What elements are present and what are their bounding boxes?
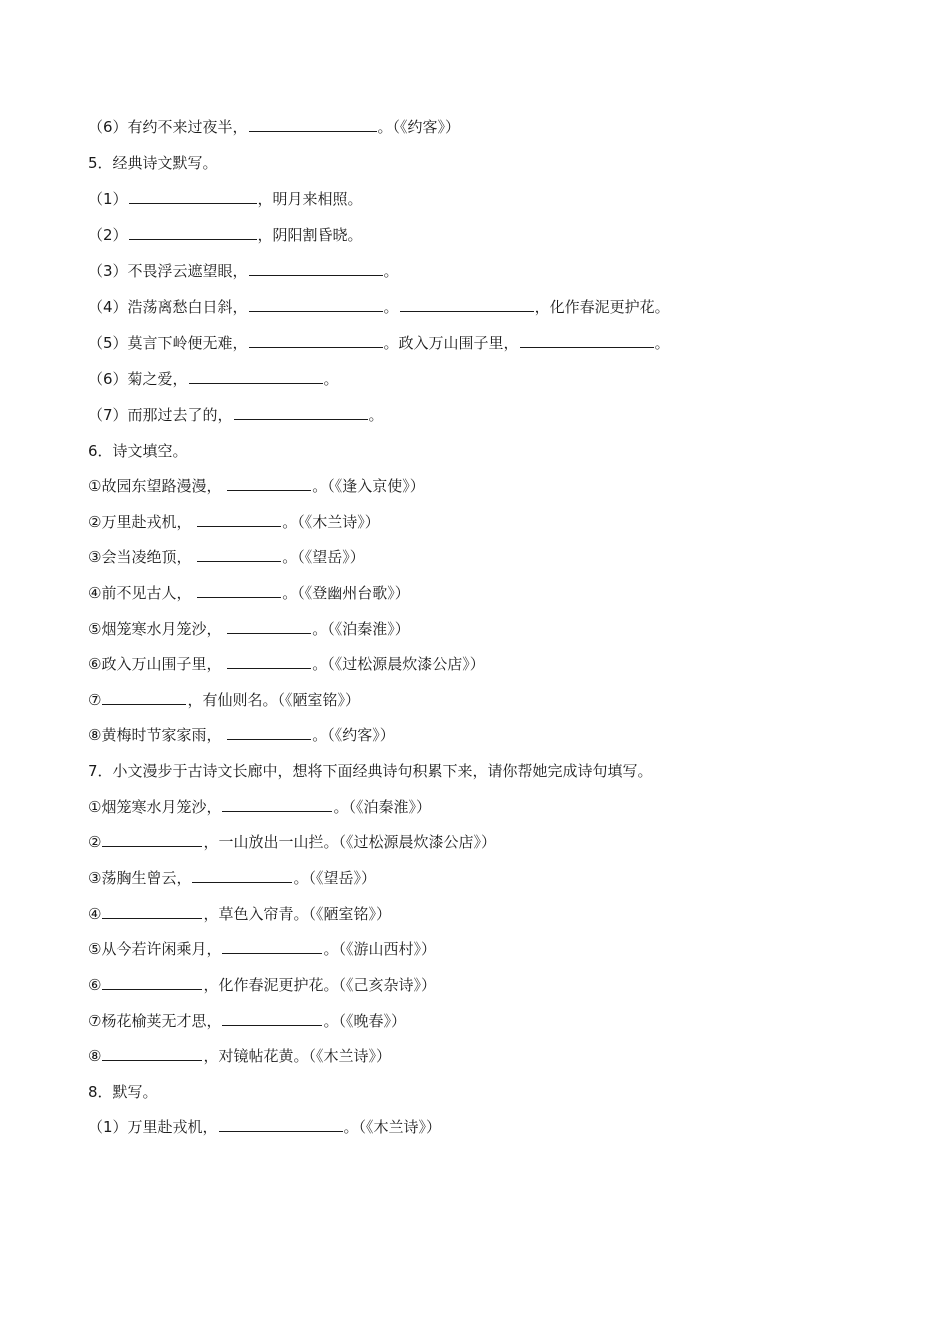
item-text: （3）不畏浮云遮望眼， bbox=[88, 262, 248, 280]
item-text: ①烟笼寒水月笼沙， bbox=[88, 798, 222, 816]
item-text: 。 bbox=[323, 370, 339, 388]
answer-blank[interactable] bbox=[222, 937, 322, 954]
q6-item-8 bbox=[88, 723, 395, 747]
item-text: （6）菊之爱， bbox=[88, 370, 188, 388]
q4-item-6 bbox=[88, 115, 460, 139]
answer-blank[interactable] bbox=[227, 723, 311, 740]
item-text: 。（《晚春》） bbox=[323, 1012, 406, 1030]
question-6-title: 6．诗文填空。 bbox=[88, 442, 188, 460]
item-text: （2） bbox=[88, 226, 128, 244]
answer-blank[interactable] bbox=[129, 223, 257, 240]
answer-blank[interactable] bbox=[219, 1115, 343, 1132]
answer-blank[interactable] bbox=[197, 545, 281, 562]
item-text: ⑥ bbox=[88, 976, 102, 994]
item-text: 。（《逢入京使》） bbox=[312, 477, 425, 495]
item-text: ⑧黄梅时节家家雨， bbox=[88, 726, 222, 744]
item-text: ⑤烟笼寒水月笼沙， bbox=[88, 620, 222, 638]
answer-blank[interactable] bbox=[192, 866, 292, 883]
answer-blank[interactable] bbox=[102, 973, 202, 990]
answer-blank[interactable] bbox=[227, 474, 311, 491]
item-text: 。（《木兰诗》） bbox=[343, 1118, 442, 1136]
q7-item-4 bbox=[88, 902, 391, 926]
answer-blank[interactable] bbox=[197, 510, 281, 527]
item-text: ⑤从今若许闲乘月， bbox=[88, 940, 222, 958]
item-text: ④前不见古人， bbox=[88, 584, 192, 602]
item-text: ①故园东望路漫漫， bbox=[88, 477, 222, 495]
item-text: （1） bbox=[88, 190, 128, 208]
q5-item-5 bbox=[88, 331, 670, 355]
q7-item-1 bbox=[88, 795, 431, 819]
question-5-title: 5．经典诗文默写。 bbox=[88, 154, 218, 172]
item-text: 。（《望岳》） bbox=[293, 869, 376, 887]
q5-item-4 bbox=[88, 295, 670, 319]
answer-blank[interactable] bbox=[102, 902, 202, 919]
answer-blank[interactable] bbox=[249, 259, 383, 276]
item-text: 。 bbox=[383, 262, 399, 280]
answer-blank[interactable] bbox=[400, 295, 534, 312]
q6-item-3 bbox=[88, 545, 365, 569]
item-text: ③会当凌绝顶， bbox=[88, 548, 192, 566]
item-text: ，化作春泥更护花。 bbox=[534, 298, 670, 316]
item-text: ③荡胸生曾云， bbox=[88, 869, 192, 887]
q6-item-6 bbox=[88, 652, 485, 676]
item-text: ②万里赴戎机， bbox=[88, 513, 192, 531]
answer-blank[interactable] bbox=[222, 1009, 322, 1026]
q6-item-1 bbox=[88, 474, 425, 498]
item-text: 。（《泊秦淮》） bbox=[312, 620, 410, 638]
item-text: 。（《约客》） bbox=[377, 118, 461, 136]
item-text: ② bbox=[88, 833, 102, 851]
item-text: ④ bbox=[88, 905, 102, 923]
answer-blank[interactable] bbox=[197, 581, 281, 598]
item-text: ，对镜帖花黄。（《木兰诗》） bbox=[203, 1047, 391, 1065]
item-text: ，一山放出一山拦。（《过松源晨炊漆公店》） bbox=[203, 833, 496, 851]
q6-item-7 bbox=[88, 688, 360, 712]
item-text: 。 bbox=[654, 334, 670, 352]
answer-blank[interactable] bbox=[189, 367, 323, 384]
question-7-title: 7．小文漫步于古诗文长廊中，想将下面经典诗句积累下来，请你帮她完成诗句填写。 bbox=[88, 762, 653, 780]
item-text: ⑦ bbox=[88, 691, 102, 709]
q7-item-7 bbox=[88, 1009, 406, 1033]
q6-item-4 bbox=[88, 581, 410, 605]
item-text: 。（《约客》） bbox=[312, 726, 395, 744]
q5-item-3 bbox=[88, 259, 399, 283]
item-text: ，草色入帘青。（《陋室铭》） bbox=[203, 905, 391, 923]
item-text: 。（《登幽州台歌》） bbox=[282, 584, 410, 602]
answer-blank[interactable] bbox=[249, 295, 383, 312]
q5-item-2 bbox=[88, 223, 363, 247]
answer-blank[interactable] bbox=[249, 115, 377, 132]
question-8-title: 8．默写。 bbox=[88, 1083, 158, 1101]
item-text: 。政入万山围子里， bbox=[383, 334, 519, 352]
item-text: 。 bbox=[383, 298, 399, 316]
answer-blank[interactable] bbox=[102, 830, 202, 847]
item-text: （4）浩荡离愁白日斜， bbox=[88, 298, 248, 316]
item-text: （6）有约不来过夜半， bbox=[88, 118, 248, 136]
answer-blank[interactable] bbox=[129, 187, 257, 204]
answer-blank[interactable] bbox=[102, 1044, 202, 1061]
item-text: 。 bbox=[368, 406, 384, 424]
q6-item-2 bbox=[88, 510, 380, 534]
item-text: 。（《过松源晨炊漆公店》） bbox=[312, 655, 485, 673]
item-text: ⑧ bbox=[88, 1047, 102, 1065]
item-text: 。（《木兰诗》） bbox=[282, 513, 380, 531]
item-text: 。（《游山西村》） bbox=[323, 940, 436, 958]
item-text: ，明月来相照。 bbox=[257, 190, 363, 208]
answer-blank[interactable] bbox=[234, 403, 368, 420]
answer-blank[interactable] bbox=[227, 617, 311, 634]
q5-item-1 bbox=[88, 187, 363, 211]
item-text: ，化作春泥更护花。（《己亥杂诗》） bbox=[203, 976, 436, 994]
item-text: 。（《望岳》） bbox=[282, 548, 365, 566]
item-text: ⑦杨花榆荚无才思， bbox=[88, 1012, 222, 1030]
q7-item-3 bbox=[88, 866, 376, 890]
answer-blank[interactable] bbox=[520, 331, 654, 348]
q7-item-5 bbox=[88, 937, 436, 961]
q7-item-8 bbox=[88, 1044, 391, 1068]
q5-item-6 bbox=[88, 367, 339, 391]
answer-blank[interactable] bbox=[102, 688, 186, 705]
item-text: （7）而那过去了的， bbox=[88, 406, 233, 424]
q7-item-6 bbox=[88, 973, 436, 997]
answer-blank[interactable] bbox=[227, 652, 311, 669]
answer-blank[interactable] bbox=[249, 331, 383, 348]
item-text: ，有仙则名。（《陋室铭》） bbox=[187, 691, 360, 709]
q7-item-2 bbox=[88, 830, 496, 854]
item-text: 。（《泊秦淮》） bbox=[333, 798, 431, 816]
answer-blank[interactable] bbox=[222, 795, 332, 812]
item-text: ⑥政入万山围子里， bbox=[88, 655, 222, 673]
q8-item-1 bbox=[88, 1115, 441, 1139]
q6-item-5 bbox=[88, 617, 410, 641]
item-text: ，阴阳割昏晓。 bbox=[257, 226, 363, 244]
q5-item-7 bbox=[88, 403, 384, 427]
item-text: （5）莫言下岭便无难， bbox=[88, 334, 248, 352]
item-text: （1）万里赴戎机， bbox=[88, 1118, 218, 1136]
